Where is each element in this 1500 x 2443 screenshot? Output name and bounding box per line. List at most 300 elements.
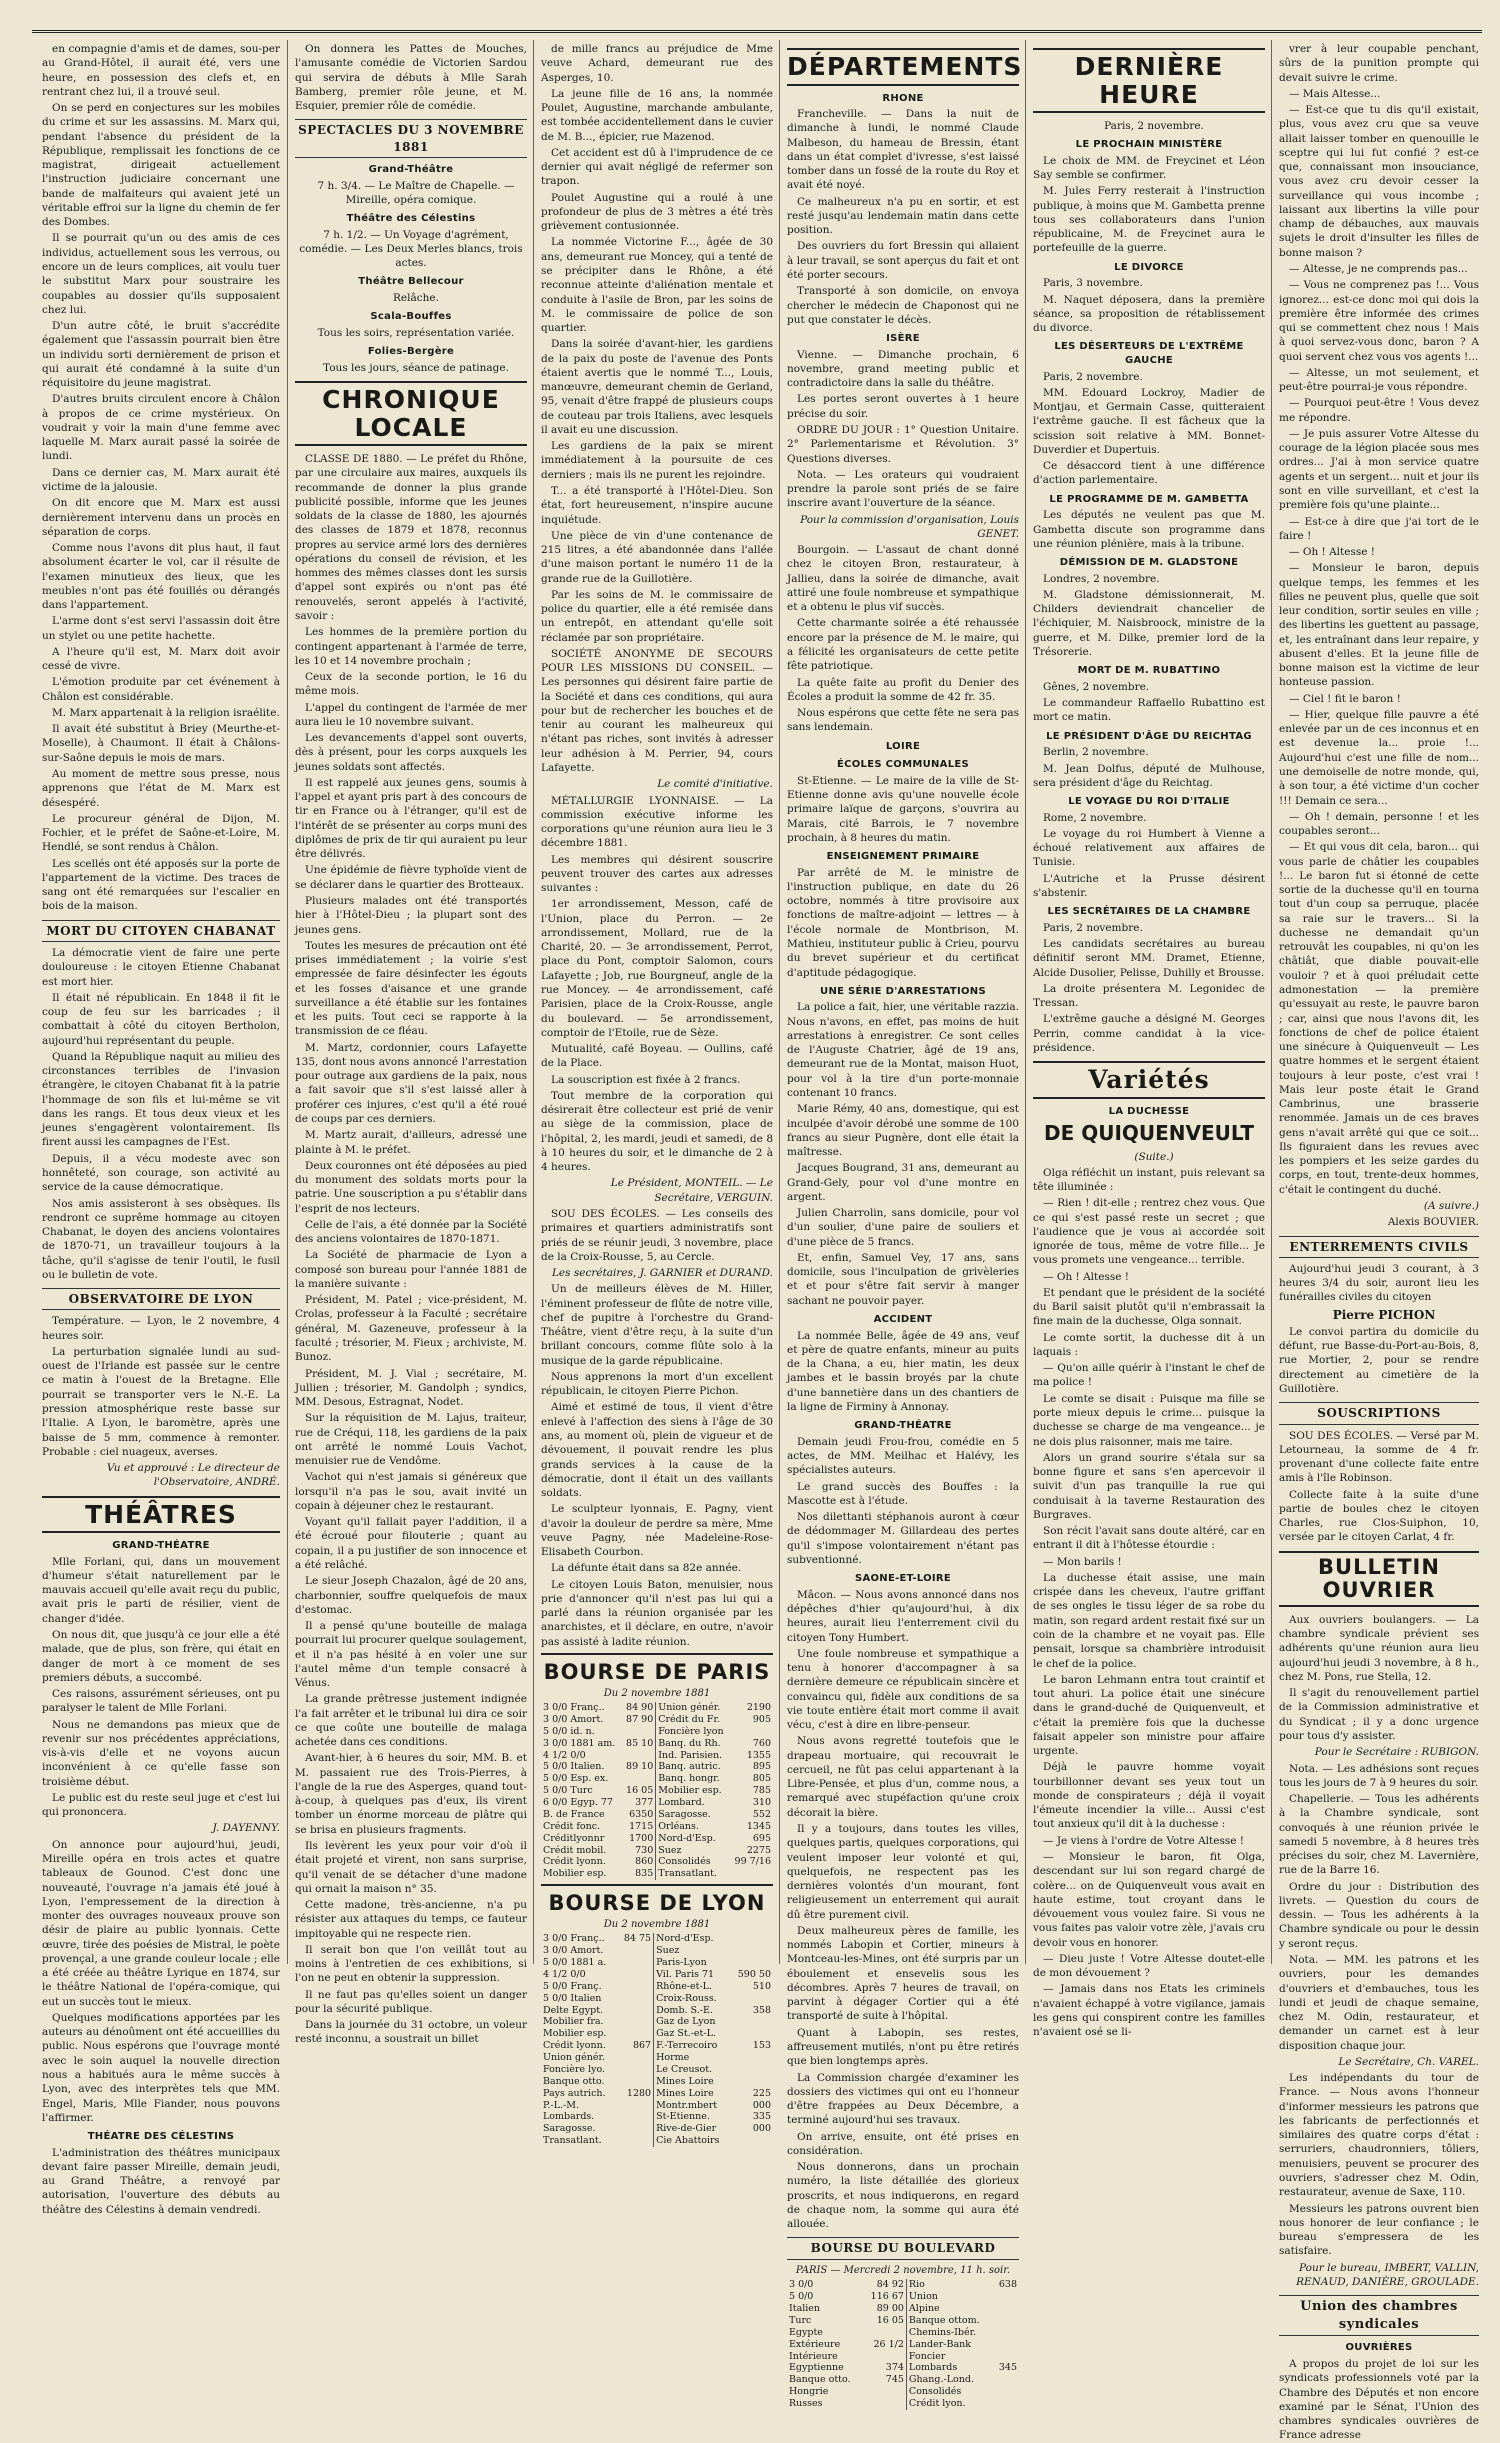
quote-name: 3 0/0 Amort. xyxy=(543,1945,604,1957)
paragraph: Transporté à son domicile, on envoya chercher le médecin de Chaponost qui ne put que constater le décès. xyxy=(787,285,1019,326)
paragraph: Le convoi partira du domicile du défunt, rue Basse-du-Port-au-Bois, 8, rue Mortier, 2, pour se rendre directement au cimetière de la Guillotière. xyxy=(1279,1325,1479,1395)
bourse-lyon-date: Du 2 novembre 1881 xyxy=(603,1918,711,1930)
article-chapellerie xyxy=(1279,1762,1479,2053)
quote-value: 99 7/16 xyxy=(734,1856,771,1868)
quote-name: Nord-d'Esp. xyxy=(654,1933,731,1945)
subheading-rhone: RHONE xyxy=(882,92,924,104)
paragraph: L'appel du contingent de l'armée de mer aura lieu le 10 novembre suivant. xyxy=(295,701,527,728)
quote-value: 89 10 xyxy=(626,1761,654,1773)
quote-row xyxy=(787,2327,1019,2339)
quote-value xyxy=(618,2016,654,2028)
article-convoi xyxy=(1279,1325,1479,1396)
paragraph: Plusieurs malades ont été transportés hier à l'Hôtel-Dieu ; la plupart sont des jeunes gens. xyxy=(295,895,527,936)
quote-value xyxy=(618,2028,654,2040)
quote-value xyxy=(622,1773,656,1785)
feuilleton-author: Alexis BOUVIER. xyxy=(1387,1216,1479,1229)
subheading-ecoles: ÉCOLES COMMUNALES xyxy=(836,759,970,771)
paragraph: de mille francs au préjudice de Mme veuve Achard, demeurant rue des Asperges, 10. xyxy=(541,43,773,84)
paragraph: Jacques Bougrand, 31 ans, demeurant au Grand-Gely, pour vol d'une montre en argent. xyxy=(787,1162,1019,1203)
dispatch-text: L'Autriche et la Prusse désirent s'abstenir. xyxy=(1033,872,1265,899)
quote-name: Extérieure xyxy=(789,2338,841,2350)
dispatch-heading: LE PROCHAIN MINISTÈRE xyxy=(1075,139,1223,151)
bourse-de-paris xyxy=(541,1653,773,1880)
quote-name: Le Creusot. xyxy=(654,2064,731,2076)
heading-enterrements: ENTERREMENTS CIVILS xyxy=(1279,1236,1479,1258)
spectacle-venue: Folies-Bergère xyxy=(367,346,455,358)
dispatch-text: Les candidats secrétaires au bureau définitif seront MM. Dramet, Etienne, Alcide Dusolier, Pelisse, Duhilly et Brousse. xyxy=(1033,938,1265,979)
paragraph: La souscription est fixée à 2 francs. xyxy=(551,1073,741,1086)
spectacles-list xyxy=(295,163,527,375)
feuilleton-a-suivre: (A suivre.) xyxy=(1423,1199,1479,1212)
paragraph: — Qu'on aille quérir à l'instant le chef de ma police ! xyxy=(1033,1362,1265,1389)
quote-value: 2275 xyxy=(746,1844,771,1856)
paragraph: Il était né républicain. En 1848 il fit le coup de feu sur les barricades ; il combattait à côté du citoyen Bertholon, aujourd'hui représentant du peuple. xyxy=(42,991,280,1047)
spectacle-venue: Scala-Bouffes xyxy=(370,311,452,323)
paragraph: L'arme dont s'est servi l'assassin doit être un stylet ou une petite hachette. xyxy=(42,615,280,642)
quote-row xyxy=(787,2315,1019,2327)
paragraph: Quelques modifications apportées par les auteurs au dénoûment ont été accueillies du public. Nous espérons que l'ouvrage monté avec le soin auquel la nouvelle direction nous a habitués aura le même succès à Lyon, avec des interprètes tels que MM. Engel, Maris, Mlle Fiander, nous pouvons l'affirmer. xyxy=(42,2011,280,2124)
quote-value: 860 xyxy=(635,1856,654,1868)
column-rule xyxy=(1025,40,1026,1964)
paragraph: Les hommes de la première portion du contingent appartenant à l'armée de terre, les 10 et 14 novembre prochain ; xyxy=(295,626,527,667)
quote-value xyxy=(622,1726,656,1738)
dispatch-text: MM. Edouard Lockroy, Madier de Montjau, et Germain Casse, quitteraient l'extrême gauche. Il est fâcheux que la scission soit relative à MM. Bonnet-Duverdier et Dupertuis. xyxy=(1033,386,1265,456)
quote-value xyxy=(863,2386,907,2398)
heading-union-chambres: Union des chambres syndicales xyxy=(1279,2295,1479,2336)
quote-name: Suez xyxy=(654,1945,731,1957)
quote-value xyxy=(731,2135,773,2147)
quote-row xyxy=(541,2016,773,2028)
quote-value: 116 67 xyxy=(870,2291,904,2303)
quote-value: 6350 xyxy=(629,1808,654,1820)
paragraph: Son récit l'avait sans doute altéré, car en entrant il dit à l'hôtesse étourdie : xyxy=(1033,1525,1265,1552)
quote-value xyxy=(618,1945,654,1957)
paragraph: — Monsieur le baron, depuis quelque temps, les femmes et les filles ne peuvent plus, quelle que soit leur condition, sortir seules en ville ; des libertins les guettent au passage, et, les entraînant dans leur repaire, y abusent d'elles. Et la jeune fille de bonne maison est la victime de leur honteuse passion. xyxy=(1279,562,1479,689)
paragraph: La démocratie vient de faire une perte douloureuse : le citoyen Etienne Chabanat est mort hier. xyxy=(42,946,280,988)
dispatch-text: Les députés ne veulent pas que M. Gambetta discute son programme dans une réunion plénière, mais à la tribune. xyxy=(1033,509,1265,550)
paragraph: Cet accident est dû à l'imprudence de ce dernier qui avait négligé de refermer son trapon. xyxy=(541,146,773,188)
paragraph: Olga réfléchit un instant, puis relevant sa tête illuminée : xyxy=(1033,1166,1265,1194)
dispatch-text: Paris, 2 novembre. xyxy=(1043,370,1143,383)
bourse-lyon-table xyxy=(541,1933,773,2147)
paragraph: Comme nous l'avons dit plus haut, il faut absolument écarter le vol, car il résulte de l'examen minutieux des lieux, que les meubles n'ont pas été fouillés ou dérangés dans l'appartement. xyxy=(42,542,280,612)
paragraph: Bourgoin. — L'assaut de chant donné chez le citoyen Bron, restaurateur, à Jallieu, dans la soirée de dimanche, avait attiré une foule nombreuse et sympathique et a obtenu le plus vif succès. xyxy=(787,544,1019,614)
quote-name: Turc xyxy=(789,2314,812,2326)
paragraph: Il avait été substitut à Briey (Meurthe-et-Moselle), à Chaumont. Il était à Châlons-sur-Saône depuis le mois de mars. xyxy=(42,723,280,764)
quote-row xyxy=(787,2279,1019,2291)
quote-row xyxy=(541,1773,773,1785)
paragraph: M. Martz aurait, d'ailleurs, adressé une plainte à M. le préfet. xyxy=(295,1129,527,1156)
paragraph: Nous espérons que cette fête ne sera pas sans lendemain. xyxy=(787,707,1019,734)
quote-name: Mobilier fra. xyxy=(543,2016,604,2028)
quote-row xyxy=(541,2123,773,2135)
paragraph: Il se pourrait qu'un ou des amis de ces individus, actuellement sous les verrous, ou encore un de leurs complices, ait voulu tuer le substitut Marx pour soustraire les coupables au dossier qu'ils supposaient chez lui. xyxy=(42,232,280,316)
dispatch-text: Rome, 2 novembre. xyxy=(1043,811,1147,824)
paragraph: SOU DES ÉCOLES. — Versé par M. Letourneau, la somme de 4 fr. provenant d'une collecte faite entre amis à l'île Robinson. xyxy=(1279,1429,1479,1485)
dispatch-heading: LE VOYAGE DU ROI D'ITALIE xyxy=(1068,796,1230,808)
subheading-accident: ACCIDENT xyxy=(873,1313,933,1325)
bourse-du-boulevard xyxy=(787,2237,1019,2410)
paragraph: Il y a toujours, dans toutes les villes, quelques partis, quelques corporations, qui veulent imposer leur volonté et qui, quelquefois, ne respectent pas les dernières volontés d'un mourant, font religieusement un enterrement qui aurait dû être purement civil. xyxy=(787,1823,1019,1921)
paragraph: Nos dilettanti stéphanois auront à cœur de dédommager M. Gillardeau des pertes qu'il s'impose volontairement n'étant pas subventionné. xyxy=(787,1511,1019,1566)
quote-name: Paris-Lyon xyxy=(654,1957,731,1969)
spectacle-venue: Théâtre des Célestins xyxy=(346,213,476,225)
quote-row xyxy=(787,2351,1019,2363)
quote-value xyxy=(993,2386,1019,2398)
quote-row xyxy=(541,1726,773,1738)
paragraph: Et pendant que le président de la société du Baril saisit plutôt qu'il n'embrassait la fine main de la duchesse, Olga sonnait. xyxy=(1033,1286,1265,1328)
quote-name: Gaz St.-et-L. xyxy=(654,2028,731,2040)
quote-value xyxy=(731,2076,773,2088)
quote-value: 85 10 xyxy=(626,1737,654,1749)
article-boulangers xyxy=(1279,1613,1479,1743)
paragraph: Tout membre de la corporation qui désirerait être collecteur est prié de venir au siège de la commission, place de l'hôpital, 2, les mardi, jeudi et samedi, de 8 à 10 heures du soir, et le dimanche de 2 à 4 heures. xyxy=(541,1089,773,1174)
article-mireille xyxy=(42,1838,280,2125)
quote-name: Foncière lyon xyxy=(656,1726,730,1738)
dispatch-text: Le commandeur Raffaello Rubattino est mort ce matin. xyxy=(1033,697,1265,724)
paragraph: Le procureur général de Dijon, M. Fochier, et le préfet de Saône-et-Loire, M. Hendlé, se sont rendus à Châlon. xyxy=(42,812,280,854)
quote-value xyxy=(731,2052,773,2064)
dispatch-text: M. Gladstone démissionnerait, M. Childers deviendrait chancelier de l'échiquier, M. Naisbroock, ministre de la guerre, et M. Dilke, premier lord de la Trésorerie. xyxy=(1033,588,1265,658)
quote-value: 358 xyxy=(752,2004,771,2016)
spectacle-program: 7 h. 3/4. — Le Maître de Chapelle. — Mireille, opéra comique. xyxy=(317,179,515,206)
observatoire-signature: Vu et approuvé : Le directeur de l'Observatoire, ANDRÉ. xyxy=(106,1462,280,1489)
paragraph: La Commission chargée d'examiner les dossiers des victimes qui ont eu l'honneur d'être frappées au Deux Décembre, a terminé aujourd'hui ses travaux. xyxy=(787,2071,1019,2127)
paragraph: Il a pensé qu'une bouteille de malaga pourrait lui procurer quelque soulagement, et il n'a pas hésité à en voler une sur l'autel même d'un temple consacré à Vénus. xyxy=(295,1620,527,1690)
boulangers-signature: Pour le Secrétaire : RUBIGON. xyxy=(1314,1746,1479,1759)
dispatch-heading: MORT DE M. RUBATTINO xyxy=(1077,665,1221,677)
paragraph: Mâcon. — Nous avons annoncé dans nos dépêches d'hier qu'aujourd'hui, à dix heures, aurait lieu l'enterrement civil du citoyen Tony Humbert. xyxy=(787,1588,1019,1644)
heading-chabanat: MORT DU CITOYEN CHABANAT xyxy=(42,920,280,942)
bourse-lyon-title: BOURSE DE LYON xyxy=(541,1884,773,1918)
chapellerie-signature: Le Secrétaire, Ch. VAREL. xyxy=(1338,2055,1479,2068)
quote-value: 2190 xyxy=(746,1702,771,1714)
heading-souscriptions: SOUSCRIPTIONS xyxy=(1279,1402,1479,1424)
column-6 xyxy=(1279,42,1479,2442)
paragraph: Le comte sortit, la duchesse dit à un laquais : xyxy=(1033,1331,1265,1358)
article-metallurgie xyxy=(541,794,773,1175)
paragraph: On nous dit, que jusqu'à ce jour elle a été malade, que de plus, son frère, qui était en danger de mort à ce moment de ses premiers débuts, a succombé. xyxy=(42,1629,280,1684)
column-1 xyxy=(42,42,280,2216)
paragraph: Il serait bon que l'on veillât tout au moins à l'entretien de ces exhibitions, si l'on ne peut en obtenir la suppression. xyxy=(295,1943,527,1985)
quote-value: 000 xyxy=(752,2123,771,2135)
quote-name: Rio xyxy=(906,2279,993,2291)
paragraph: Température. — Lyon, le 2 novembre, 4 heures soir. xyxy=(42,1315,280,1342)
quote-value: 510 xyxy=(752,1980,771,1992)
quote-name: Consolidés xyxy=(906,2386,993,2398)
paragraph: Cette madone, très-ancienne, n'a pu résister aux attaques du temps, ce fauteur impitoyable qui ne respecte rien. xyxy=(295,1899,527,1940)
paragraph: Nota. — Les adhésions sont reçues tous les jours de 7 à 9 heures du soir. xyxy=(1279,1762,1479,1789)
quote-value: 867 xyxy=(632,2040,652,2052)
quote-value: 730 xyxy=(635,1844,654,1856)
paragraph: Alors un grand sourire s'étala sur sa bonne figure et sans s'en apercevoir il suivit d'un pas tranquille la rue qui conduisait à la taverne Restauration des Burgraves. xyxy=(1033,1451,1265,1521)
bourse-paris-table xyxy=(541,1702,773,1880)
quote-name: 5 0/0 1881 a. xyxy=(543,1957,607,1969)
paragraph: Avant-hier, à 6 heures du soir, MM. B. et M. passaient rue des Trois-Pierres, à l'angle de la rue des Asperges, quand tout-à-coup, à quelques pas d'eux, ils virent tomber un énorme morceau de plâtre qui se brisa en plusieurs fragments. xyxy=(295,1752,527,1836)
article-celestins xyxy=(42,2146,280,2217)
quote-name: Egyptienne xyxy=(789,2362,844,2374)
dispatch-text: Londres, 2 novembre. xyxy=(1043,572,1160,585)
paragraph: Les membres qui désirent souscrire peuvent trouver des cartes aux adresses suivantes : xyxy=(541,853,773,895)
quote-value xyxy=(730,1726,773,1738)
quote-value xyxy=(863,2351,907,2363)
article-enterrements xyxy=(1279,1262,1479,1305)
quote-value: 1715 xyxy=(629,1820,654,1832)
column-rule xyxy=(1271,40,1272,1964)
quote-value: 000 xyxy=(752,2099,771,2111)
subheading-grand-theatre-st-etienne: GRAND-THÉATRE xyxy=(854,1420,952,1432)
paragraph: La défunte était dans sa 82e année. xyxy=(551,1562,742,1575)
paragraph: Messieurs les patrons ouvrent bien nous honorer de leur confiance ; le bureau s'empressera de les satisfaire. xyxy=(1279,2202,1479,2258)
quote-name: Foncière lyo. xyxy=(543,2063,606,2075)
quote-name: Mobilier esp. xyxy=(543,1868,607,1880)
paragraph: La perturbation signalée lundi au sud-ouest de l'Irlande est passée sur le centre ce matin à l'ouest de la Bretagne. Elle pourrait se transporter vers le N.-E. La pression atmosphérique reste basse sur l'Italie. A Lyon, le baromètre, après une baisse de 5 mm, commence à remonter. Probable : ciel nuageux, averses. xyxy=(42,1345,280,1458)
quote-row xyxy=(541,2064,773,2076)
quote-name: Crédit lyon. xyxy=(906,2398,993,2410)
dispatch-text: M. Naquet déposera, dans la première séance, sa proposition de rétablissement du divorce. xyxy=(1033,293,1265,335)
quote-value: 695 xyxy=(752,1832,771,1844)
article-arrestations xyxy=(787,1000,1019,1308)
quote-name: F.-Terrecoiro xyxy=(654,2040,731,2052)
quote-value xyxy=(863,2327,907,2339)
dispatch-text: M. Jules Ferry resterait à l'instruction publique, à moins que M. Gambetta prenne tous ses collaborateurs dans l'union républicaine, M. de Freycinet aura le portefeuille de la guerre. xyxy=(1033,185,1265,255)
quote-name: Banq. autric. xyxy=(656,1761,730,1773)
quote-value xyxy=(731,1957,773,1969)
paragraph: Toutes les mesures de précaution ont été prises immédiatement ; la voirie s'est empressée de faire désinfecter les égouts et les fosses d'aisance et une grande surveillance a été établie sur les fontaines et les puits. Tout ceci se rapporte à la transmission de ce fléau. xyxy=(295,939,527,1038)
paragraph: en compagnie d'amis et de dames, sou-per au Grand-Hôtel, il aurait été, vers une heure, en possession des clefs et, en rentrant chez lui, il a trouvé seul. xyxy=(42,43,280,98)
quote-value: 335 xyxy=(752,2111,771,2123)
paragraph: Un de meilleurs élèves de M. Hiller, l'éminent professeur de flûte de notre ville, chef de pupitre à l'orchestre du Grand-Théâtre, vient d'être reçu, à la suite d'un brillant concours, comme flûte solo à la musique de la garde républicaine. xyxy=(541,1283,773,1367)
paragraph: Président, M. Patel ; vice-président, M. Crolas, professeur à la Faculté ; secrétaire général, M. Gazeneuve, professeur à la faculté ; trésorier, M. Fieux ; archiviste, M. Bunoz. xyxy=(295,1294,527,1364)
quote-name: 5 0/0 id. n. xyxy=(543,1725,595,1737)
quote-value xyxy=(731,1933,773,1945)
quote-name: Saragosse. xyxy=(656,1809,730,1821)
quote-name: Banq. du Rh. xyxy=(656,1738,730,1750)
paragraph: Aujourd'hui jeudi 3 courant, à 3 heures 3/4 du soir, auront lieu les funérailles civiles du citoyen xyxy=(1279,1262,1479,1304)
article-faits-divers xyxy=(541,42,773,775)
paragraph: La Société de pharmacie de Lyon a composé son bureau pour l'année 1881 de la manière suivante : xyxy=(295,1249,527,1290)
paragraph: La nommée Belle, âgée de 49 ans, veuf et père de quatre enfants, mineur au puits de la Chana, a eu, hier matin, les deux jambes et le bassin broyés par la chute d'une bannetière dans un des chantiers de la ligne de Firminy à Annonay. xyxy=(787,1329,1019,1413)
quote-value xyxy=(993,2291,1019,2303)
quote-value: 895 xyxy=(752,1761,771,1773)
theatres-signature: J. DAYENNY. xyxy=(212,1822,280,1835)
article-saone-et-loire xyxy=(787,1588,1019,2232)
paragraph: La nommée Victorine F..., âgée de 30 ans, demeurant rue Moncey, qui a tenté de se précipiter dans le Rhône, a été reconnue atteinte d'aliénation mentale et conduite à l'asile de Bron, par les soins de M. le commissaire de police de son quartier. xyxy=(541,236,773,335)
paragraph: La duchesse était assise, une main crispée dans les cheveux, l'autre griffant de ses ongles le tissu léger de sa robe du matin, son regard ardent restait fixé sur un coin de la chambre et ne voyait pas. Elle pensait, lorsque sa chambrière introduisit le chef de la police. xyxy=(1033,1571,1265,1670)
paragraph: Nous ne demandons pas mieux que de revenir sur nos précédentes appréciations, vis-à-vis d'elle et ne voyons aucun inconvénient à ce qu'elle fasse son troisième début. xyxy=(42,1718,280,1788)
quote-name: Lombard. xyxy=(656,1797,730,1809)
quote-value: 374 xyxy=(885,2362,904,2374)
spectacle-program: 7 h. 1/2. — Un Voyage d'agrément, comédie. — Les Deux Merles blancs, trois actes. xyxy=(299,228,523,270)
dispatch-text: Ce désaccord tient à une différence d'action parlementaire. xyxy=(1033,460,1265,487)
isere-signature: Pour la commission d'organisation, Louis GENET. xyxy=(800,513,1019,540)
quote-value xyxy=(618,2064,654,2076)
paragraph: — Altesse, un mot seulement, et peut-être pourrai-je vous répondre. xyxy=(1279,366,1479,394)
paragraph: Nous apprenons la mort d'un excellent républicain, le citoyen Pierre Pichon. xyxy=(541,1370,773,1398)
paragraph: — Mon barils ! xyxy=(1043,1555,1122,1568)
paragraph: — Je viens à l'ordre de Votre Altesse ! xyxy=(1043,1834,1244,1847)
quote-value xyxy=(618,1981,654,1993)
bourse-paris-title: BOURSE DE PARIS xyxy=(541,1653,773,1687)
quote-row xyxy=(541,2028,773,2040)
dispatch-text: L'extrême gauche a désigné M. Georges Perrin, comme candidat à la vice-présidence. xyxy=(1033,1013,1265,1054)
paragraph: On se perd en conjectures sur les mobiles du crime et sur les assassins. M. Marx qui, pendant l'absence du président de la République, remplissait les fonctions de ce magistrat, dirigeait actuellement l'instruction judiciaire concernant une bande de malfaiteurs qui avaient jeté un véritable effroi sur la ligne du chemin de fer des Dombes. xyxy=(42,102,280,229)
quote-value: 87 90 xyxy=(626,1713,654,1725)
quote-row xyxy=(541,2076,773,2088)
paragraph: vrer à leur coupable penchant, sûrs de la punition prompte qui devait suivre le crime. xyxy=(1279,43,1479,84)
quote-value xyxy=(993,2327,1019,2339)
subheading-celestins: THÉATRE DES CÉLESTINS xyxy=(87,2131,235,2143)
paragraph: Sur la réquisition de M. Lajus, traiteur, rue de Créqui, 118, les gardiens de la paix ont arrêté le nommé Louis Vachot, menuisier rue de Vendôme. xyxy=(295,1412,527,1468)
paragraph: Mlle Forlani, qui, dans un mouvement d'humeur s'était naturellement par le mauvais accueil qu'elle avait reçu du public, avait pris le parti de résilier, vient de changer d'idée. xyxy=(42,1555,280,1625)
quote-value xyxy=(618,2100,654,2112)
quote-row xyxy=(541,1933,773,1945)
quote-value: 835 xyxy=(635,1868,654,1880)
quote-name: Orléans. xyxy=(656,1821,730,1833)
subheading-enseignement: ENSEIGNEMENT PRIMAIRE xyxy=(826,851,980,863)
dispatch-text: Paris, 3 novembre. xyxy=(1043,277,1143,290)
quote-name: Transatlant. xyxy=(543,2135,602,2147)
paragraph: Le sculpteur lyonnais, E. Pagny, vient d'avoir la douleur de perdre sa mère, Mme veuve Pagny, née Madeleine-Rose-Elisabeth Courbon. xyxy=(541,1503,773,1559)
article-sou-ecoles xyxy=(541,1207,773,1264)
subheading-arrestations: UNE SÉRIE D'ARRESTATIONS xyxy=(820,985,986,997)
quote-value: 905 xyxy=(752,1713,771,1725)
metallurgie-signature: Le Président, MONTEIL. — Le Secrétaire, VERGUIN. xyxy=(610,1177,773,1204)
quote-value xyxy=(622,1750,656,1762)
paragraph: — Oh ! Altesse ! xyxy=(1043,1270,1130,1283)
heading-varietes: Variétés xyxy=(1033,1061,1265,1099)
paragraph: — Monsieur le baron, fit Olga, descendant sur lui son regard chargé de colère... on de Quiquenveult vous avait en haute estime, tout croyant dans le dévouement vous voulez faire. Si vous ne vous faites pas valoir votre zèle, j'avais cru devoir vous en honorer. xyxy=(1033,1850,1265,1949)
quote-name: 6 0/0 Egyp. 77 xyxy=(543,1797,613,1809)
derniere-heure-dispatches xyxy=(1033,138,1265,1055)
feuilleton-title: DE QUIQUENVEULT xyxy=(1043,1121,1254,1146)
quote-name: Italien xyxy=(789,2303,821,2315)
dispatch-heading: LES DÉSERTEURS DE L'EXTRÊME GAUCHE xyxy=(1054,341,1244,366)
paragraph: — Rien ! dit-elle ; rentrez chez vous. Que ce qui s'est passé reste un secret ; que l'audience que je vous ai accordée soit ignorée de tous, même de votre fille... Je vous promets une vengeance... terrible. xyxy=(1033,1197,1265,1267)
quote-name: Nord-d'Esp. xyxy=(656,1833,730,1845)
paragraph: Une pièce de vin d'une contenance de 215 litres, a été abandonnée dans l'allée d'une maison portant le numéro 11 de la grande rue de la Guillotière. xyxy=(541,529,773,585)
paragraph: Au moment de mettre sous presse, nous apprenons que l'état de M. Marx est désespéré. xyxy=(42,768,280,809)
quote-value: 84 92 xyxy=(876,2279,904,2291)
paragraph: Déjà le pauvre homme voyait tourbillonner devant ses yeux tout un monde de conspirateurs ; déjà il voyait l'émeute incendier la ville... Aussi c'est tout anxieux qu'il dit à la duchesse : xyxy=(1033,1761,1265,1831)
quote-name: Banq. hongr. xyxy=(656,1773,730,1785)
paragraph: — Dieu juste ! Votre Altesse doutet-elle de mon dévouement ? xyxy=(1033,1952,1265,1980)
subheading-saone-et-loire: SAONE-ET-LOIRE xyxy=(854,1573,952,1585)
quote-value: 760 xyxy=(752,1737,771,1749)
paragraph: Ce malheureux n'a pu en sortir, et est resté jusqu'au lendemain matin dans cette position. xyxy=(787,195,1019,237)
paragraph: Deux couronnes ont été déposées au pied du monument des soldats morts pour la patrie. Une souscription a pu s'établir dans l'esprit de nos lecteurs. xyxy=(295,1159,527,1215)
heading-observatoire: OBSERVATOIRE DE LYON xyxy=(42,1288,280,1310)
paragraph: — Altesse, je ne comprends pas... xyxy=(1289,262,1468,275)
quote-value: 26 1/2 xyxy=(873,2338,904,2350)
paragraph: Quant à Labopin, ses restes, affreusement mutilés, n'ont pu être retirés que bien longtemps après. xyxy=(787,2026,1019,2068)
paragraph: Une épidémie de fièvre typhoïde vient de se déclarer dans le quartier des Brotteaux. xyxy=(295,864,527,891)
quote-value xyxy=(618,1969,654,1981)
paragraph: — Est-ce à dire que j'ai tort de le faire ! xyxy=(1279,515,1479,542)
paragraph: L'administration des théâtres municipaux devant faire passer Mireille, demain jeudi, au Grand Théâtre, a renvoyé par autorisation, l'ouverture des débuts au théâtre des Célestins à demain vendredi. xyxy=(42,2146,280,2216)
paragraph: CLASSE DE 1880. — Le préfet du Rhône, par une circulaire aux maires, auxquels ils recommande de donner la plus grande publicité possible, informe que les jeunes soldats de la classe de 1880, les ajournés des classes de 1879 et 1878, reconnus propres au service armé lors des dernières opérations du conseil de révision, et les hommes des mêmes classes dont les sursis d'appel sont expirés ou n'ont pas été renouvelés, seront appelés à l'activité, savoir : xyxy=(295,453,527,622)
spectacle-program: Tous les jours, séance de patinage. xyxy=(323,361,509,374)
article-rhone xyxy=(787,107,1019,327)
quote-value: 1700 xyxy=(629,1832,654,1844)
quote-row xyxy=(541,1969,773,1981)
dispatch-text: Le voyage du roi Humbert à Vienne a échoué relativement aux affaires de Tunisie. xyxy=(1033,827,1265,869)
quote-name: St-Etienne. xyxy=(654,2111,731,2123)
paragraph: — Jamais dans nos Etats les criminels n'avaient échappé à votre vigilance, jamais les gens qui conspirent contre les familles n'avaient osé se li- xyxy=(1033,1983,1265,2039)
subheading-isere: ISÈRE xyxy=(886,333,920,345)
paragraph: Ordre du jour : Distribution des livrets. — Question du cours de dessin. — Tous les adhérents à la Chambre syndicale ou pour le dessin y seront reçus. xyxy=(1279,1880,1479,1950)
quote-row xyxy=(541,1993,773,2005)
quote-row xyxy=(787,2303,1019,2315)
article-theatres xyxy=(42,1555,280,1820)
quote-value xyxy=(993,2398,1019,2410)
paragraph: MÉTALLURGIE LYONNAISE. — La commission exécutive informe les corporations qu'une réunion aura lieu le 3 décembre 1881. xyxy=(541,794,773,850)
paragraph: La quête faite au profit du Denier des Écoles a produit la somme de 42 fr. 35. xyxy=(787,676,1019,703)
quote-row xyxy=(541,1785,773,1797)
paragraph: Les scellés ont été apposés sur la porte de l'appartement de la victime. Des traces de sang ont été remarquées sur l'escalier en bois de la maison. xyxy=(42,857,280,913)
quote-row xyxy=(787,2386,1019,2398)
quote-name: Hongrie xyxy=(789,2386,829,2398)
article-loire xyxy=(787,774,1019,845)
dispatch-text: M. Jean Dolfus, député de Mulhouse, sera président d'âge du Reichtag. xyxy=(1033,762,1265,789)
paragraph: D'autres bruits circulent encore à Châlon à propos de ce crime mystérieux. On voudrait y voir la main d'une femme avec laquelle M. Marx aurait passé la soirée de lundi. xyxy=(42,393,280,463)
paragraph: Et, enfin, Samuel Vey, 17 ans, sans domicile, sous l'inculpation de grivèleries et et pour s'être fait servir à manger sachant ne pouvoir payer. xyxy=(787,1251,1019,1307)
paragraph: Le sieur Joseph Chazalon, âgé de 20 ans, charbonnier, souffre quelquefois de maux d'estomac. xyxy=(295,1575,527,1616)
quote-name: Lombards. xyxy=(543,2111,595,2123)
heading-theatres: THÉÂTRES xyxy=(42,1496,280,1534)
quote-row xyxy=(787,2374,1019,2386)
paragraph: A propos du projet de loi sur les syndicats professionnels voté par la Chambre des Députés et non encore examiné par le Sénat, l'Union des chambres syndicales ouvrières de France adresse xyxy=(1279,2358,1479,2442)
article-observatoire xyxy=(42,1314,280,1459)
quote-name: 5 0/0 Esp. ex. xyxy=(543,1773,609,1785)
quote-row xyxy=(541,1714,773,1726)
quote-name: Mobilier esp. xyxy=(656,1785,730,1797)
paragraph: — Hier, quelque fille pauvre a été enlevée par un de ces inconnus et en est devenue la... proie !... Aujourd'hui c'est une fille de nom... une demoiselle de notre monde, qui, à son tour, a été victime d'un cocher !!! Demain ce sera... xyxy=(1279,708,1479,807)
quote-value xyxy=(618,2123,654,2135)
article-marx xyxy=(42,42,280,914)
quote-value: 590 50 xyxy=(737,1968,771,1980)
paragraph: Dans la soirée d'avant-hier, les gardiens de la paix du poste de l'avenue des Ponts étaient avertis que le nommé T..., Louis, manœuvre, demeurant chemin de Gerland, 95, venait d'être frappé de plusieurs coups de couteau par trois Italiens, avec lesquels il avait eu une discussion. xyxy=(541,338,773,436)
quote-name: Union génér. xyxy=(543,2052,605,2064)
quote-name: Crédit mobil. xyxy=(543,1844,607,1856)
quote-value: 1355 xyxy=(746,1749,771,1761)
dispatch-text: La droite présentera M. Legonidec de Tressan. xyxy=(1033,982,1265,1010)
dispatch-heading: LE PRÉSIDENT D'ÂGE DU REICHTAG xyxy=(1046,730,1252,742)
quote-row xyxy=(541,2111,773,2123)
paragraph: — Pourquoi peut-être ! Vous devez me répondre. xyxy=(1279,397,1479,424)
quote-name: Saragosse. xyxy=(543,2123,596,2135)
quote-name: Gaz de Lyon xyxy=(654,2016,731,2028)
quote-name: Crédit lyonn. xyxy=(543,2040,606,2052)
quote-name: Mobilier esp. xyxy=(543,2028,607,2040)
quote-name: 3 0/0 Franç.. xyxy=(543,1702,605,1714)
quote-name: Mines Loire xyxy=(654,2088,731,2100)
quote-value: 345 xyxy=(998,2362,1017,2374)
quote-name: Crédit lyonn. xyxy=(543,1856,606,1868)
quote-row xyxy=(541,1981,773,1993)
paragraph: La grande prêtresse justement indignée l'a fait arrêter et le tribunal lui dira ce soir ce que coûte une bouteille de malaga achetée dans ces conditions. xyxy=(295,1693,527,1749)
quote-name: 3 0/0 Amort. xyxy=(543,1713,604,1725)
quote-value xyxy=(618,2135,654,2147)
column-2 xyxy=(295,42,527,2046)
paragraph: Vachot qui n'est jamais si généreux que lorsqu'il n'a pas le sou, avait invité un copain à déjeuner chez le restaurant. xyxy=(295,1471,527,1512)
paragraph: Aimé et estimé de tous, il vient d'être enlevé à l'affection des siens à l'âge de 30 ans, au moment où, plein de vigueur et de dévouement, il pouvait rendre les plus grands services à la cause de la démocratie, dont il était un des vaillants soldats. xyxy=(541,1401,773,1500)
paragraph: Ils levèrent les yeux pour voir d'où il était projeté et virent, non sans surprise, qu'il venait de se détacher d'une madone qui ornait la maison n° 35. xyxy=(295,1840,527,1895)
quote-value xyxy=(863,2398,907,2410)
paragraph: M. Martz, cordonnier, cours Lafayette 135, dont nous avons annoncé l'arrestation pour outrage aux gardiens de la paix, nous a fait savoir que s'il s'est laissé aller à proférer ces injures, c'est qu'il a été roué de coups par ces derniers. xyxy=(295,1041,527,1125)
paragraph: On dit encore que M. Marx est aussi dernièrement intervenu dans un procès en séparation de corps. xyxy=(42,497,280,538)
quote-row xyxy=(541,2052,773,2064)
